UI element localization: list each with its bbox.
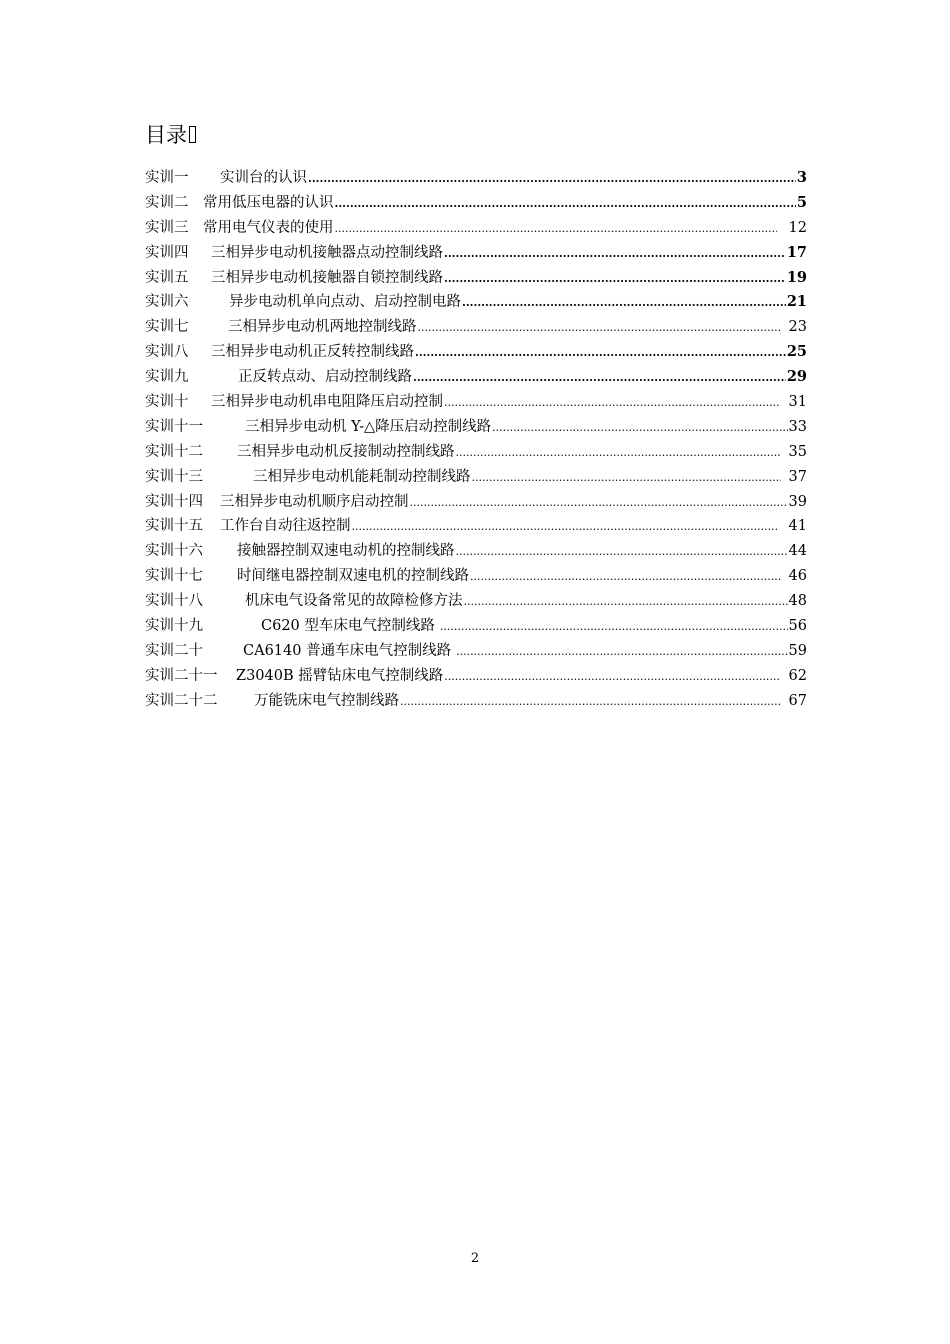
toc-entry-title: 时间继电器控制双速电机的控制线路 [237, 568, 469, 585]
toc-leader-dots [413, 367, 786, 389]
toc-entry-page: 3 [796, 169, 807, 186]
toc-leader-dots [444, 392, 781, 414]
toc-entry-number: 实训七 [145, 319, 189, 336]
toc-entry-page: 31 [788, 394, 807, 411]
toc-entry-title: 接触器控制双速电动机的控制线路 [237, 543, 455, 560]
toc-leader-dots [462, 292, 786, 314]
toc-leader-dots [492, 417, 787, 439]
toc-leader-dots [415, 342, 786, 364]
toc-entry-title: Z3040B 摇臂钻床电气控制线路 [236, 667, 444, 684]
toc-entry-title: 常用低压电器的认识 [203, 194, 334, 211]
toc-leader-dots [440, 616, 788, 638]
toc-entry-title: 三相异步电动机顺序启动控制 [220, 493, 409, 510]
toc-entry-page: 67 [788, 692, 807, 709]
toc-entry-page: 46 [788, 568, 807, 585]
toc-entry-number: 实训六 [145, 294, 189, 311]
toc-leader-dots [444, 243, 786, 265]
toc-entry-page: 35 [788, 443, 807, 460]
toc-entry[interactable] [145, 640, 807, 665]
toc-entry-number: 实训九 [145, 369, 189, 386]
toc-leader-dots [308, 168, 796, 190]
toc-entry-page: 23 [788, 319, 807, 336]
toc-entry-title: CA6140 普通车床电气控制线路 [243, 642, 452, 659]
toc-entry[interactable] [145, 615, 807, 640]
toc-entry[interactable] [145, 466, 807, 491]
toc-entry-number: 实训二十二 [145, 692, 218, 709]
toc-entry-title: 三相异步电动机接触器自锁控制线路 [211, 269, 443, 286]
toc-entry[interactable] [145, 565, 807, 590]
toc-entry-title: 三相异步电动机接触器点动控制线路 [211, 244, 443, 261]
toc-entry-number: 实训十八 [145, 593, 203, 610]
toc-entry[interactable] [145, 690, 807, 715]
toc-entry[interactable] [145, 167, 807, 192]
toc-entry-page: 12 [788, 219, 807, 236]
toc-entry-page: 33 [788, 418, 807, 435]
toc-leader-dots [400, 691, 781, 713]
toc-leader-dots [444, 268, 786, 290]
toc-entry-title: 三相异步电动机串电阻降压启动控制 [211, 394, 443, 411]
toc-leader-dots [418, 317, 781, 339]
toc-entry-number: 实训二十一 [145, 667, 218, 684]
toc-entry-title: 常用电气仪表的使用 [203, 219, 334, 236]
toc-leader-dots [456, 442, 781, 464]
toc-entry-title: 三相异步电动机两地控制线路 [228, 319, 417, 336]
table-of-contents [145, 167, 807, 715]
toc-leader-dots [464, 591, 788, 613]
toc-entry-page: 17 [786, 243, 807, 261]
toc-entry-title: 三相异步电动机正反转控制线路 [211, 344, 414, 361]
toc-entry[interactable] [145, 316, 807, 341]
toc-entry[interactable] [145, 540, 807, 565]
toc-entry-page: 44 [788, 543, 807, 560]
toc-entry-page: 21 [786, 293, 807, 311]
toc-entry-number: 实训三 [145, 219, 189, 236]
page-number: 2 [470, 1251, 480, 1266]
toc-entry[interactable] [145, 665, 807, 690]
toc-entry-number: 实训十五 [145, 518, 203, 535]
toc-entry-title: 实训台的认识 [220, 170, 307, 186]
toc-entry-page: 56 [788, 618, 807, 635]
missing-glyph-icon [189, 126, 196, 143]
toc-entry-title: 异步电动机单向点动、启动控制电路 [229, 294, 461, 311]
toc-leader-dots [444, 666, 780, 688]
toc-entry-number: 实训十三 [145, 468, 203, 485]
toc-entry-title: 万能铣床电气控制线路 [254, 692, 399, 709]
toc-entry-title: 工作台自动往返控制 [220, 518, 351, 535]
toc-entry-page: 19 [786, 268, 807, 286]
toc-leader-dots [352, 516, 777, 538]
toc-entry[interactable] [145, 341, 807, 366]
toc-entry-number: 实训十九 [145, 618, 203, 635]
toc-entry-number: 实训十六 [145, 543, 203, 560]
toc-entry-title: 三相异步电动机反接制动控制线路 [237, 443, 455, 460]
toc-entry[interactable] [145, 590, 807, 615]
toc-entry[interactable] [145, 441, 807, 466]
toc-entry-title: C620 型车床电气控制线路 [261, 618, 435, 635]
toc-entry[interactable] [145, 192, 807, 217]
toc-leader-dots [335, 218, 777, 240]
toc-entry[interactable] [145, 515, 807, 540]
toc-entry-number: 实训十 [145, 394, 189, 411]
toc-entry[interactable] [145, 242, 807, 267]
toc-entry-page: 37 [788, 468, 807, 485]
toc-entry-number: 实训五 [145, 269, 189, 286]
toc-entry-page: 41 [788, 518, 807, 535]
toc-entry-title: 机床电气设备常见的故障检修方法 [245, 593, 463, 610]
toc-entry-number: 实训十四 [145, 493, 203, 510]
toc-entry-title: 正反转点动、启动控制线路 [238, 369, 412, 386]
toc-entry-number: 实训十七 [145, 568, 203, 585]
toc-entry-number: 实训二 [145, 194, 189, 211]
toc-entry-page: 25 [786, 343, 807, 361]
toc-entry[interactable] [145, 291, 807, 316]
toc-entry-page: 48 [788, 593, 807, 610]
toc-entry-number: 实训四 [145, 244, 189, 261]
toc-leader-dots [470, 566, 781, 588]
toc-entry-page: 39 [788, 493, 807, 510]
toc-entry-title: 三相异步电动机能耗制动控制线路 [253, 468, 471, 485]
toc-entry-page: 59 [788, 642, 807, 659]
toc-entry[interactable] [145, 391, 807, 416]
toc-leader-dots [410, 492, 788, 514]
toc-entry-number: 实训一 [145, 170, 189, 186]
toc-entry-number: 实训二十 [145, 642, 203, 659]
toc-leader-dots [335, 193, 796, 215]
toc-entry[interactable] [145, 491, 807, 516]
toc-entry[interactable] [145, 267, 807, 292]
toc-leader-dots [456, 641, 787, 663]
toc-entry-page: 29 [786, 368, 807, 386]
toc-entry[interactable] [145, 416, 807, 441]
page-title-text: 目录 [145, 123, 187, 147]
toc-leader-dots [472, 467, 781, 489]
toc-entry[interactable] [145, 366, 807, 391]
toc-entry-page: 5 [796, 193, 807, 211]
toc-entry-number: 实训十一 [145, 418, 203, 435]
toc-leader-dots [456, 541, 788, 563]
toc-entry-title: 三相异步电动机 Y-△降压启动控制线路 [245, 418, 492, 435]
page-title [145, 122, 196, 148]
toc-entry[interactable] [145, 217, 807, 242]
toc-entry-number: 实训十二 [145, 443, 203, 460]
toc-entry-number: 实训八 [145, 344, 189, 361]
toc-entry-page: 62 [788, 667, 807, 684]
